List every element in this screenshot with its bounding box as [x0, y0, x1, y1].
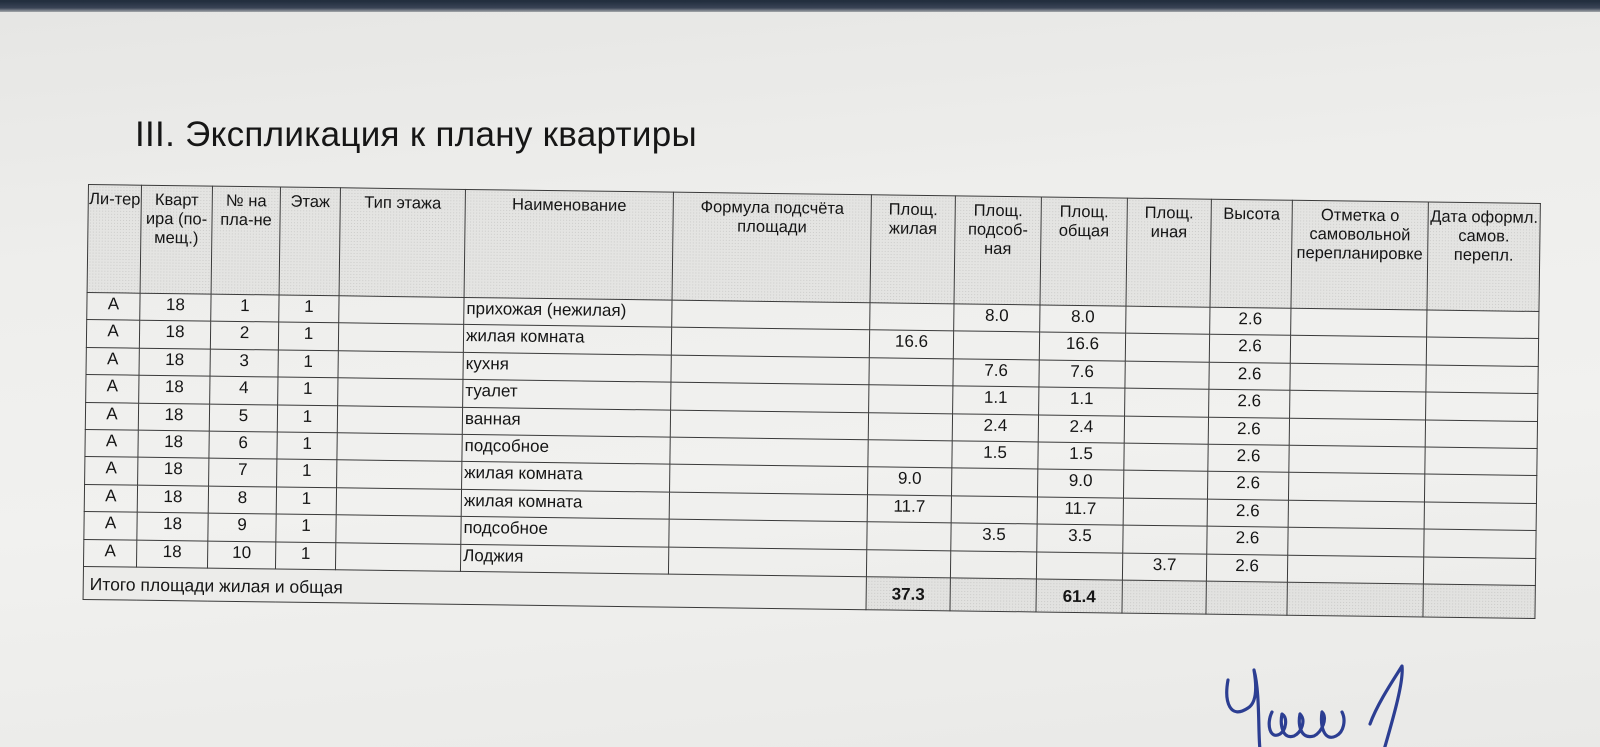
total-auxiliary-area	[950, 578, 1036, 612]
cell-total-area: 8.0	[1040, 305, 1126, 334]
cell-area-formula	[669, 519, 867, 549]
cell-auxiliary-area: 3.5	[951, 523, 1037, 552]
cell-replanning-mark	[1288, 473, 1424, 502]
total-living-area: 37.3	[866, 577, 950, 611]
cell-auxiliary-area	[953, 331, 1039, 360]
cell-auxiliary-area	[951, 496, 1037, 525]
cell-liter: А	[85, 429, 138, 457]
header-row	[87, 185, 1540, 312]
cell-living-area	[869, 358, 953, 386]
header-area-formula: Формула подсчёта площади	[672, 192, 871, 303]
cell-floor-type	[337, 433, 462, 462]
cell-area-formula	[670, 437, 868, 467]
cell-name: жилая комната	[461, 489, 669, 519]
cell-apartment: 18	[138, 430, 209, 458]
cell-living-area	[868, 412, 952, 440]
cell-name: подсобное	[462, 434, 670, 464]
cell-name: Лоджия	[460, 544, 668, 574]
explication-table-wrapper	[83, 184, 1540, 619]
cell-name: ванная	[462, 407, 670, 437]
total-other-area	[1122, 580, 1206, 614]
handwritten-signature	[1220, 662, 1420, 747]
cell-other-area	[1123, 525, 1207, 553]
cell-total-area: 11.7	[1037, 497, 1123, 526]
cell-other-area	[1125, 361, 1209, 389]
cell-total-area: 1.5	[1038, 442, 1124, 471]
total-replanning-date	[1423, 584, 1535, 618]
cell-replanning-mark	[1290, 363, 1426, 392]
cell-liter: А	[83, 539, 136, 567]
cell-height: 2.6	[1209, 362, 1290, 390]
cell-auxiliary-area: 7.6	[953, 359, 1039, 388]
cell-plan-number: 5	[209, 404, 277, 432]
cell-replanning-mark	[1290, 390, 1426, 419]
cell-living-area	[868, 440, 952, 468]
cell-apartment: 18	[138, 458, 209, 486]
cell-living-area	[869, 385, 953, 413]
cell-floor-type	[335, 542, 460, 571]
cell-floor: 1	[277, 432, 337, 460]
cell-area-formula	[668, 547, 866, 577]
cell-plan-number: 4	[210, 376, 278, 404]
cell-name: жилая комната	[463, 325, 671, 355]
cell-height: 2.6	[1207, 472, 1288, 500]
cell-liter: А	[87, 292, 140, 320]
cell-total-area	[1036, 551, 1122, 580]
cell-floor-type	[337, 405, 462, 434]
cell-replanning-date	[1424, 529, 1536, 558]
cell-replanning-date	[1426, 337, 1538, 366]
cell-plan-number: 7	[209, 458, 277, 486]
cell-plan-number: 6	[209, 431, 277, 459]
cell-replanning-date	[1425, 420, 1537, 449]
cell-apartment: 18	[139, 375, 210, 403]
cell-other-area: 3.7	[1122, 553, 1206, 581]
cell-replanning-mark	[1289, 445, 1425, 474]
cell-area-formula	[670, 410, 868, 440]
cell-area-formula	[669, 492, 867, 522]
cell-floor-type	[336, 488, 461, 517]
cell-floor-type	[338, 351, 463, 380]
header-plan-number: № на пла-не	[211, 186, 280, 295]
cell-liter: А	[86, 347, 139, 375]
signature-stroke	[1227, 666, 1402, 747]
cell-replanning-date	[1426, 392, 1538, 421]
cell-plan-number: 10	[207, 541, 275, 569]
cell-floor: 1	[278, 377, 338, 405]
document-title: III. Экспликация к плану квартиры	[135, 115, 697, 154]
cell-apartment: 18	[136, 540, 207, 568]
cell-plan-number: 3	[210, 349, 278, 377]
cell-liter: А	[84, 512, 137, 540]
cell-living-area	[867, 522, 951, 550]
cell-apartment: 18	[138, 403, 209, 431]
cell-name: подсобное	[461, 517, 669, 547]
cell-floor: 1	[277, 405, 337, 433]
cell-name: кухня	[463, 352, 671, 382]
cell-apartment: 18	[140, 293, 211, 321]
cell-floor: 1	[278, 322, 338, 350]
total-general-area: 61.4	[1036, 579, 1122, 613]
cell-other-area	[1123, 470, 1207, 498]
cell-area-formula	[670, 464, 868, 494]
cell-apartment: 18	[137, 485, 208, 513]
cell-replanning-mark	[1289, 418, 1425, 447]
cell-apartment: 18	[137, 512, 208, 540]
cell-total-area: 9.0	[1037, 469, 1123, 498]
explication-table	[83, 184, 1541, 619]
cell-area-formula	[671, 355, 869, 385]
cell-height: 2.6	[1207, 526, 1288, 554]
cell-floor-type	[337, 460, 462, 489]
total-replanning-mark	[1287, 582, 1423, 617]
total-height	[1206, 581, 1287, 615]
cell-floor-type	[339, 296, 464, 325]
cell-other-area	[1124, 416, 1208, 444]
cell-floor: 1	[279, 295, 339, 323]
cell-auxiliary-area: 2.4	[952, 413, 1038, 442]
cell-floor: 1	[277, 459, 337, 487]
cell-area-formula	[671, 382, 869, 412]
cell-auxiliary-area: 1.5	[952, 441, 1038, 470]
cell-area-formula	[671, 328, 869, 358]
cell-height: 2.6	[1209, 389, 1290, 417]
header-name: Наименование	[464, 189, 673, 300]
cell-apartment: 18	[139, 321, 210, 349]
header-height: Высота	[1210, 199, 1292, 308]
cell-replanning-mark	[1291, 308, 1427, 337]
cell-height: 2.6	[1209, 335, 1290, 363]
cell-auxiliary-area	[950, 550, 1036, 579]
cell-liter: А	[86, 320, 139, 348]
cell-total-area: 16.6	[1039, 332, 1125, 361]
cell-apartment: 18	[139, 348, 210, 376]
cell-height: 2.6	[1207, 499, 1288, 527]
cell-floor: 1	[275, 542, 335, 570]
cell-plan-number: 9	[208, 513, 276, 541]
cell-replanning-date	[1423, 557, 1535, 586]
header-apartment: Кварт ира (по-мещ.)	[140, 185, 212, 294]
cell-floor-type	[338, 323, 463, 352]
cell-name: прихожая (нежилая)	[464, 297, 672, 327]
cell-height: 2.6	[1208, 417, 1289, 445]
cell-liter: А	[86, 375, 139, 403]
cell-floor-type	[338, 378, 463, 407]
cell-height: 2.6	[1206, 554, 1287, 582]
cell-floor: 1	[276, 514, 336, 542]
cell-other-area	[1126, 306, 1210, 334]
cell-liter: А	[85, 457, 138, 485]
cell-height: 2.6	[1210, 307, 1291, 335]
cell-replanning-date	[1424, 474, 1536, 503]
cell-auxiliary-area	[951, 468, 1037, 497]
cell-living-area: 9.0	[868, 467, 952, 495]
header-replanning-date: Дата оформл. самов. перепл.	[1427, 202, 1540, 311]
header-liter: Ли-тер	[87, 185, 141, 294]
cell-replanning-date	[1427, 310, 1539, 339]
cell-plan-number: 2	[210, 322, 278, 350]
table-body	[83, 292, 1538, 585]
cell-total-area: 7.6	[1039, 360, 1125, 389]
cell-name: жилая комната	[462, 462, 670, 492]
cell-liter: А	[84, 484, 137, 512]
header-auxiliary-area: Площ. подсоб-ная	[954, 196, 1041, 305]
header-living-area: Площ. жилая	[870, 195, 955, 304]
cell-liter: А	[85, 402, 138, 430]
cell-plan-number: 8	[208, 486, 276, 514]
cell-other-area	[1123, 498, 1207, 526]
header-replanning-mark: Отметка о самовольной перепланировке	[1291, 200, 1428, 310]
cell-auxiliary-area: 8.0	[954, 304, 1040, 333]
header-floor-type: Тип этажа	[339, 188, 465, 298]
cell-other-area	[1124, 443, 1208, 471]
cell-other-area	[1125, 388, 1209, 416]
cell-replanning-date	[1426, 365, 1538, 394]
cell-floor-type	[336, 515, 461, 544]
cell-plan-number: 1	[211, 294, 279, 322]
cell-height: 2.6	[1208, 444, 1289, 472]
cell-replanning-date	[1425, 447, 1537, 476]
cell-replanning-mark	[1288, 500, 1424, 529]
cell-living-area	[870, 303, 954, 331]
cell-total-area: 1.1	[1039, 387, 1125, 416]
cell-name: туалет	[463, 380, 671, 410]
header-other-area: Площ. иная	[1126, 198, 1211, 307]
header-total-area: Площ. общая	[1040, 197, 1127, 306]
cell-auxiliary-area: 1.1	[953, 386, 1039, 415]
total-label: Итого площади жилая и общая	[83, 566, 866, 609]
cell-replanning-mark	[1287, 555, 1423, 584]
cell-total-area: 3.5	[1037, 524, 1123, 553]
document-page	[0, 12, 1600, 747]
cell-floor: 1	[276, 487, 336, 515]
cell-other-area	[1125, 333, 1209, 361]
cell-living-area: 11.7	[867, 494, 951, 522]
cell-living-area: 16.6	[869, 330, 953, 358]
header-floor: Этаж	[279, 187, 340, 296]
cell-total-area: 2.4	[1038, 415, 1124, 444]
cell-living-area	[866, 549, 950, 577]
cell-replanning-mark	[1288, 527, 1424, 556]
cell-floor: 1	[278, 350, 338, 378]
cell-replanning-date	[1424, 502, 1536, 531]
cell-replanning-mark	[1290, 336, 1426, 365]
cell-area-formula	[672, 300, 870, 330]
